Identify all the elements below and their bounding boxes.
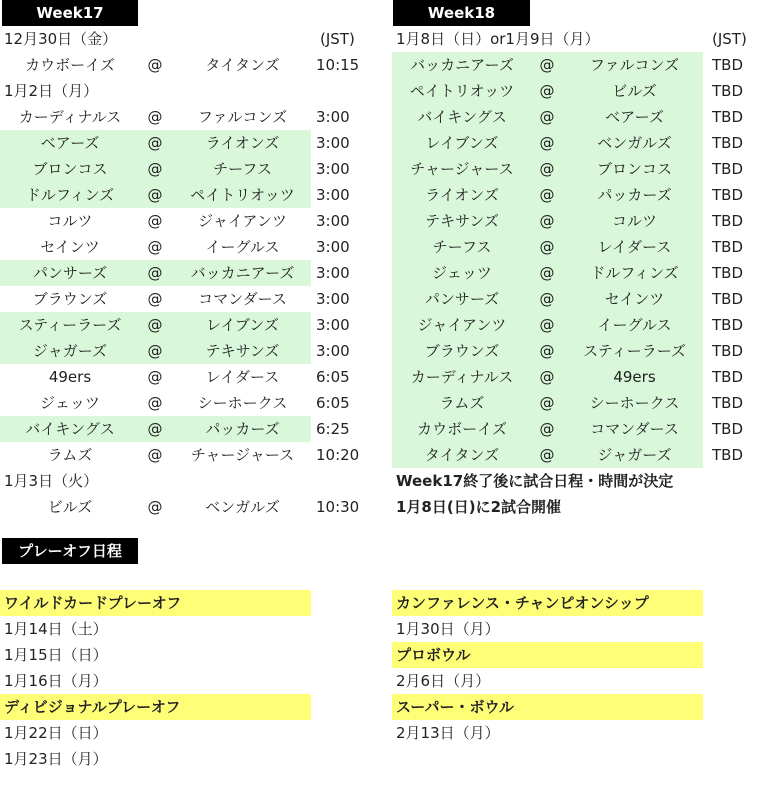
away-team: コマンダース [590, 420, 679, 438]
week18-game-row [392, 390, 703, 416]
at-sign: @ [539, 420, 555, 438]
at-sign: @ [539, 290, 555, 308]
home-team: ビルズ [47, 498, 93, 516]
away-team: イーグルス [205, 238, 280, 256]
kickoff-time: 3:00 [316, 290, 350, 308]
at-sign: @ [539, 446, 555, 464]
away-team: レイダース [205, 368, 280, 386]
home-team: ベアーズ [40, 134, 100, 152]
kickoff-time: 6:05 [316, 394, 350, 412]
at-sign: @ [539, 160, 555, 178]
wildcard-date: 1月15日（日） [4, 646, 108, 664]
week17-date-label: 1月3日（火） [4, 472, 99, 490]
away-team: チーフス [213, 160, 272, 178]
week18-game-row [392, 208, 703, 234]
week18-game-row [392, 130, 703, 156]
week18-game-row [392, 52, 703, 78]
home-team: チャージャース [410, 160, 514, 178]
home-team: ジェッツ [432, 264, 492, 282]
kickoff-time: TBD [712, 342, 744, 360]
away-team: シーホークス [197, 394, 288, 412]
week17-game-row [0, 52, 311, 78]
week17-game-row [0, 442, 311, 468]
away-team: 49ers [613, 368, 656, 386]
away-team: タイタンズ [205, 56, 280, 74]
week17-game-row [0, 260, 311, 286]
kickoff-time: TBD [712, 238, 744, 256]
home-team: ブラウンズ [32, 290, 108, 308]
at-sign: @ [539, 394, 555, 412]
home-team: ブロンコス [32, 160, 108, 178]
week18-game-row [392, 104, 703, 130]
probowl-date: 2月6日（月） [396, 672, 491, 690]
home-team: ジャガーズ [33, 342, 107, 360]
away-team: レイブンズ [206, 316, 279, 334]
divisional-title: ディビジョナルプレーオフ [0, 694, 311, 720]
week17-game-row [0, 104, 311, 130]
home-team: ラムズ [47, 446, 93, 464]
week18-note-schedule: Week17終了後に試合日程・時間が決定 [396, 472, 674, 490]
kickoff-time: 6:05 [316, 368, 350, 386]
at-sign: @ [147, 498, 163, 516]
at-sign: @ [147, 160, 163, 178]
week18-game-row [392, 442, 703, 468]
at-sign: @ [539, 108, 555, 126]
wildcard-date: 1月16日（月） [4, 672, 108, 690]
kickoff-time: 10:30 [316, 498, 360, 516]
week17-game-row [0, 312, 311, 338]
kickoff-time: TBD [712, 394, 744, 412]
away-team: スティーラーズ [583, 342, 686, 360]
conference-title: カンファレンス・チャンピオンシップ [392, 590, 703, 616]
home-team: ライオンズ [425, 186, 499, 204]
at-sign: @ [147, 394, 163, 412]
kickoff-time: TBD [712, 56, 744, 74]
at-sign: @ [539, 238, 555, 256]
away-team: ベンガルズ [597, 134, 672, 152]
at-sign: @ [539, 212, 555, 230]
home-team: タイタンズ [424, 446, 500, 464]
away-team: チャージャース [190, 446, 295, 464]
kickoff-time: TBD [712, 134, 744, 152]
week17-game-row [0, 130, 311, 156]
kickoff-time: TBD [712, 290, 744, 308]
kickoff-time: 3:00 [316, 186, 350, 204]
home-team: ペイトリオッツ [409, 82, 515, 100]
home-team: バッカニアーズ [410, 56, 514, 74]
week18-game-row [392, 338, 703, 364]
away-team: イーグルス [597, 316, 672, 334]
kickoff-time: 3:00 [316, 108, 350, 126]
week18-date: 1月8日（日）or1月9日（月） [396, 30, 600, 48]
week18-game-row [392, 78, 703, 104]
at-sign: @ [539, 316, 555, 334]
at-sign: @ [147, 108, 163, 126]
kickoff-time: TBD [712, 420, 744, 438]
away-team: ファルコンズ [589, 56, 680, 74]
divisional-date: 1月23日（月） [4, 750, 108, 768]
at-sign: @ [539, 264, 555, 282]
week18-game-row [392, 234, 703, 260]
away-team: ブロンコス [596, 160, 672, 178]
at-sign: @ [147, 368, 163, 386]
at-sign: @ [539, 186, 555, 204]
week17-date-label: 1月2日（月） [4, 82, 99, 100]
home-team: ブラウンズ [424, 342, 500, 360]
away-team: パッカーズ [597, 186, 672, 204]
week17-game-row [0, 390, 311, 416]
away-team: コマンダース [198, 290, 287, 308]
at-sign: @ [147, 212, 163, 230]
home-team: カーディナルス [18, 108, 122, 126]
at-sign: @ [147, 420, 163, 438]
kickoff-time: TBD [712, 160, 744, 178]
week18-jst-label: (JST) [712, 30, 747, 48]
kickoff-time: 3:00 [316, 238, 350, 256]
home-team: ドルフィンズ [25, 186, 115, 204]
at-sign: @ [147, 134, 163, 152]
kickoff-time: 3:00 [316, 134, 350, 152]
week17-game-row [0, 338, 311, 364]
home-team: パンサーズ [424, 290, 500, 308]
week17-game-row [0, 234, 311, 260]
kickoff-time: TBD [712, 82, 744, 100]
week17-game-row [0, 208, 311, 234]
week17-jst-label: (JST) [320, 30, 355, 48]
week17-game-row [0, 364, 311, 390]
week17-game-row [0, 416, 311, 442]
home-team: セインツ [40, 238, 100, 256]
week18-game-row [392, 260, 703, 286]
home-team: バイキングス [417, 108, 507, 126]
kickoff-time: TBD [712, 368, 744, 386]
home-team: ジャイアンツ [417, 316, 507, 334]
home-team: カーディナルス [410, 368, 514, 386]
home-team: スティーラーズ [18, 316, 122, 334]
kickoff-time: 3:00 [316, 212, 350, 230]
superbowl-title: スーパー・ボウル [392, 694, 703, 720]
home-team: バイキングス [25, 420, 115, 438]
home-team: カウボーイズ [417, 420, 507, 438]
away-team: テキサンズ [205, 342, 280, 360]
away-team: パッカーズ [205, 420, 280, 438]
wildcard-date: 1月14日（土） [4, 620, 108, 638]
away-team: バッカニアーズ [190, 264, 295, 282]
kickoff-time: TBD [712, 264, 744, 282]
superbowl-date: 2月13日（月） [396, 724, 500, 742]
playoff-tag: プレーオフ日程 [2, 538, 138, 564]
at-sign: @ [539, 56, 555, 74]
week18-game-row [392, 182, 703, 208]
kickoff-time: 3:00 [316, 342, 350, 360]
kickoff-time: TBD [712, 446, 744, 464]
kickoff-time: TBD [712, 186, 744, 204]
week18-note-two-games: 1月8日(日)に2試合開催 [396, 498, 562, 516]
away-team: ベアーズ [605, 108, 664, 126]
away-team: レイダース [597, 238, 672, 256]
home-team: チーフス [432, 238, 492, 256]
week17-date-dec30: 12月30日（金） [4, 30, 118, 48]
wildcard-title: ワイルドカードプレーオフ [0, 590, 311, 616]
week17-game-row [0, 286, 311, 312]
at-sign: @ [147, 264, 163, 282]
home-team: パンサーズ [32, 264, 108, 282]
away-team: シーホークス [589, 394, 680, 412]
kickoff-time: TBD [712, 108, 744, 126]
week17-game-row [0, 494, 311, 520]
at-sign: @ [147, 238, 163, 256]
kickoff-time: 3:00 [316, 316, 350, 334]
home-team: コルツ [47, 212, 93, 230]
week17-game-row [0, 182, 311, 208]
away-team: ベンガルズ [205, 498, 280, 516]
divisional-date: 1月22日（日） [4, 724, 108, 742]
away-team: ジャイアンツ [198, 212, 287, 230]
kickoff-time: 3:00 [316, 264, 350, 282]
conference-date: 1月30日（月） [396, 620, 500, 638]
home-team: テキサンズ [425, 212, 499, 230]
home-team: 49ers [48, 368, 92, 386]
kickoff-time: 10:15 [316, 56, 360, 74]
week17-game-row [0, 156, 311, 182]
at-sign: @ [539, 82, 555, 100]
away-team: ファルコンズ [197, 108, 288, 126]
at-sign: @ [539, 342, 555, 360]
kickoff-time: TBD [712, 316, 744, 334]
home-team: ラムズ [439, 394, 485, 412]
at-sign: @ [147, 56, 163, 74]
kickoff-time: TBD [712, 212, 744, 230]
home-team: ジェッツ [40, 394, 100, 412]
away-team: コルツ [611, 212, 657, 230]
kickoff-time: 6:25 [316, 420, 350, 438]
at-sign: @ [147, 290, 163, 308]
at-sign: @ [147, 342, 163, 360]
at-sign: @ [147, 186, 163, 204]
at-sign: @ [539, 368, 555, 386]
at-sign: @ [147, 316, 163, 334]
week18-game-row [392, 286, 703, 312]
away-team: セインツ [604, 290, 665, 308]
week18-tag: Week18 [393, 0, 530, 26]
at-sign: @ [147, 446, 163, 464]
away-team: ジャガーズ [597, 446, 672, 464]
away-team: ドルフィンズ [590, 264, 679, 282]
week18-game-row [392, 364, 703, 390]
kickoff-time: 10:20 [316, 446, 360, 464]
probowl-title: プロボウル [392, 642, 703, 668]
home-team: レイブンズ [425, 134, 499, 152]
home-team: カウボーイズ [25, 56, 115, 74]
week18-game-row [392, 156, 703, 182]
week18-game-row [392, 416, 703, 442]
away-team: ペイトリオッツ [190, 186, 295, 204]
kickoff-time: 3:00 [316, 160, 350, 178]
week17-tag: Week17 [2, 0, 138, 26]
away-team: ビルズ [612, 82, 657, 100]
away-team: ライオンズ [205, 134, 280, 152]
at-sign: @ [539, 134, 555, 152]
week18-game-row [392, 312, 703, 338]
